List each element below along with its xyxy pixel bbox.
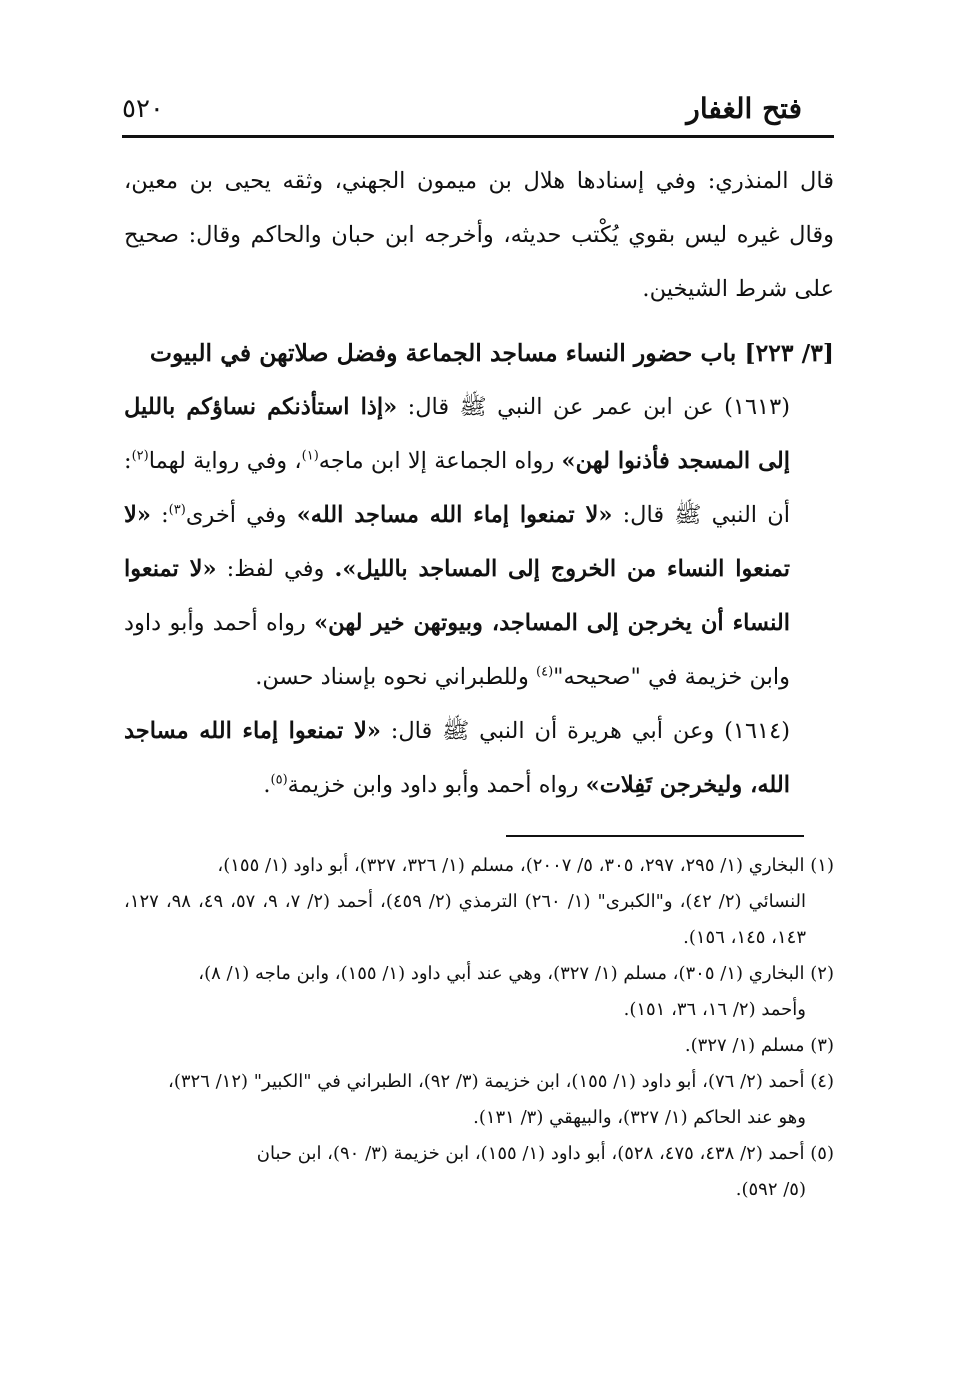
hadith-number: (١٦١٤) xyxy=(724,718,791,744)
hadith-text: رواه أحمد وأبو داود وابن خزيمة xyxy=(287,772,579,798)
hadith-1613 xyxy=(124,380,834,704)
footnote-5-continued xyxy=(124,1172,834,1208)
header-rule xyxy=(122,135,834,138)
footnote-1 xyxy=(124,848,834,884)
footnote-4 xyxy=(124,1064,834,1100)
book-title: فتح الغفار xyxy=(686,92,802,125)
hadith-text: رواه الجماعة إلا ابن ماجه xyxy=(318,448,555,474)
hadith-text: وللطبراني نحوه بإسناد حسن. xyxy=(255,664,529,690)
footnote-text: (٣) مسلم (١/ ٣٢٧). xyxy=(684,1035,834,1056)
paragraph-text: قال المنذري: وفي إسنادها هلال بن ميمون الجهني، وثقه يحيى بن معين، وقال غيره ليس بقوي يُكْتب حديثه، وأخرجه ابن حبان والحاكم وقال: صحيح على شرط الشيخين. xyxy=(124,168,834,302)
hadith-text: : أن النبي ﷺ قال: xyxy=(124,448,790,528)
footnote-text: وهو عند الحاكم (١/ ٣٢٧)، والبيهقي (٣/ ١٣١). xyxy=(473,1107,806,1128)
hadith-paragraph xyxy=(124,380,834,704)
footnote-ref: (٤) xyxy=(536,664,554,680)
hadith-text: عن ابن عمر عن النبي ﷺ قال: xyxy=(407,394,714,420)
hadith-text: وعن أبي هريرة أن النبي ﷺ قال: xyxy=(390,718,715,744)
footnote-2 xyxy=(124,956,834,992)
footnote-ref: (٣) xyxy=(168,502,186,518)
footnote-ref: (٢) xyxy=(131,448,149,464)
footnote-text: (٥/ ٥٩٢). xyxy=(735,1179,806,1200)
footnote-separator xyxy=(506,835,804,837)
hadith-quote: «لا تمنعوا إماء الله مساجد الله، وليخرجن تَفِلات» xyxy=(124,718,790,798)
footnote-text: (٤) أحمد (٢/ ٧٦)، أبو داود (١/ ١٥٥)، ابن خزيمة (٣/ ٩٢)، الطبراني في "الكبير" (١٢/ ٣٢٦)، xyxy=(168,1071,834,1092)
hadith-number: (١٦١٣) xyxy=(724,394,790,420)
hadith-text: : xyxy=(161,502,169,528)
hadith-text: ، وفي رواية لهما xyxy=(148,448,302,474)
footnote-ref: (١) xyxy=(301,448,319,464)
footnotes xyxy=(124,848,834,1208)
footnote-2-continued xyxy=(124,992,834,1028)
footnote-3 xyxy=(124,1028,834,1064)
hadith-text: وفي أخرى xyxy=(185,502,287,528)
footnote-1-continued xyxy=(124,884,834,956)
hadith-quote: «لا تمنعوا النساء من الخروج إلى المساجد بالليل». xyxy=(124,502,790,582)
paragraph-mundhiri xyxy=(124,154,834,316)
footnote-text: وأحمد (٢/ ١٦، ٣٦، ١٥١). xyxy=(623,999,806,1020)
hadith-quote: «إذا استأذنكم نساؤكم بالليل إلى المسجد فأذنوا لهن» xyxy=(124,394,790,474)
footnote-4-continued xyxy=(124,1100,834,1136)
hadith-quote: «لا تمنعوا إماء الله مساجد الله» xyxy=(296,502,613,528)
hadith-1614 xyxy=(124,704,834,812)
footnote-ref: (٥) xyxy=(270,772,288,788)
footnote-text: (٢) البخاري (١/ ٣٠٥)، مسلم (١/ ٣٢٧)، وهي عند أبي داود (١/ ١٥٥)، وابن ماجه (١/ ٨)، xyxy=(198,963,834,984)
hadith-text: . xyxy=(263,772,271,798)
page-number: ٥٢٠ xyxy=(122,94,164,124)
chapter-heading: [٣/ ٢٢٣] باب حضور النساء مساجد الجماعة وفضل صلاتهن في البيوت xyxy=(149,339,834,367)
footnote-text: (٥) أحمد (٢/ ٤٣٨، ٤٧٥، ٥٢٨)، أبو داود (١/ ١٥٥)، ابن خزيمة (٣/ ٩٠)، ابن حبان xyxy=(256,1143,834,1164)
footnote-text: النسائي (٢/ ٤٢)، و"الكبرى" (١/ ٢٦٠) الترمذي (٢/ ٤٥٩)، أحمد (٢/ ٧، ٩، ٥٧، ٤٩، ٩٨، ١٢٧، ١٤٣، ١٤٥، ١٥٦). xyxy=(124,891,807,948)
page-header xyxy=(122,92,834,132)
hadith-text: وفي لفظ: xyxy=(226,556,325,582)
hadith-text: رواه أحمد وأبو داود وابن خزيمة في "صحيحه" xyxy=(124,610,790,690)
hadith-paragraph xyxy=(124,704,834,812)
hadith-quote: «لا تمنعوا النساء أن يخرجن إلى المساجد، وبيوتهن خير لهن» xyxy=(124,556,790,636)
footnote-text: (١) البخاري (١/ ٢٩٥، ٢٩٧، ٣٠٥، ٥/ ٢٠٠٧)، مسلم (١/ ٣٢٦، ٣٢٧)، أبو داود (١/ ١٥٥)، xyxy=(217,855,834,876)
footnote-5 xyxy=(124,1136,834,1172)
